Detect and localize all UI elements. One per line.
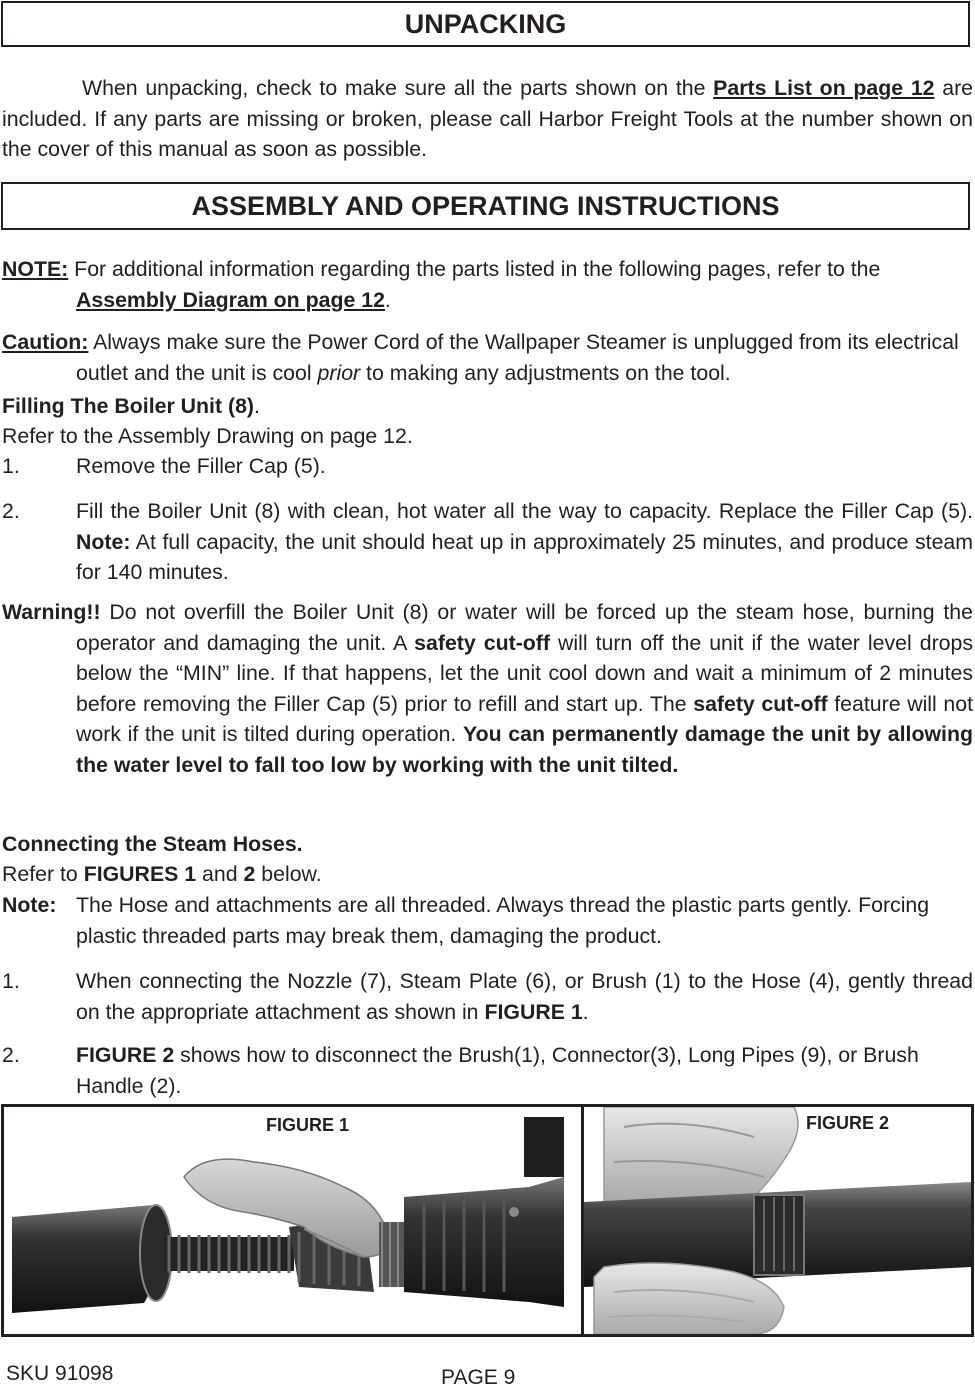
parts-list-link[interactable]: Parts List on page 12 — [713, 76, 935, 100]
note-text: For additional information regarding the parts listed in the following pages, refer to the — [68, 257, 881, 281]
filling-note-text: At full capacity, the unit should heat up in approximately 25 minutes, and produce steam for 140 minutes. — [76, 529, 973, 584]
unpacking-heading-text: UNPACKING — [404, 9, 567, 39]
figure-2-photo — [584, 1107, 971, 1334]
figure-1-ref: FIGURE 1 — [484, 999, 583, 1024]
assembly-heading — [1, 182, 970, 230]
figures-panel — [1, 1104, 974, 1337]
hoses-step-2-text: shows how to disconnect the Brush(1), Connector(3), Long Pipes (9), or Brush Handle (2). — [76, 1043, 919, 1098]
coupling — [754, 1195, 804, 1275]
note-end: . — [384, 287, 391, 312]
figure-2-ref: FIGURE 2 — [76, 1043, 175, 1067]
hoses-step-1 — [2, 966, 973, 1027]
assembly-diagram-link[interactable]: Assembly Diagram on page 12 — [76, 287, 385, 312]
filling-title — [2, 391, 973, 422]
filling-title-end: . — [254, 394, 260, 418]
filling-refer: Refer to the Assembly Drawing on page 12. — [2, 424, 413, 448]
hoses-step-2 — [2, 1040, 973, 1101]
warning-label: Warning!! — [2, 600, 101, 624]
step-number: 1. — [2, 969, 20, 993]
filling-step-2 — [2, 496, 973, 588]
step-number: 2. — [2, 1043, 20, 1067]
warning-bold-statement: You can permanently damage the unit by allowing the water level to fall too low by working with the unit tilted. — [76, 722, 973, 777]
note-label: NOTE: — [2, 257, 69, 281]
figure-2 — [584, 1107, 971, 1334]
safety-cutoff-bold-2: safety cut-off — [693, 691, 828, 716]
caution-paragraph — [2, 327, 973, 388]
unpacking-heading — [1, 1, 970, 47]
hoses-refer-text: Refer to — [2, 862, 84, 886]
assembly-heading-text: ASSEMBLY AND OPERATING INSTRUCTIONS — [191, 191, 780, 221]
hoses-refer — [2, 859, 973, 890]
hoses-refer-end: below. — [255, 862, 322, 886]
hoses-step-1-end: . — [582, 999, 589, 1024]
figures-2-ref: 2 — [243, 862, 256, 886]
ribbed-hose — [164, 1235, 294, 1273]
note-paragraph — [2, 254, 973, 315]
filling-title-text: Filling The Boiler Unit (8) — [2, 394, 255, 418]
figure-1-photo — [4, 1107, 581, 1334]
warning-text-3: feature will not work if the unit is tilted during operation. — [76, 691, 973, 746]
unpacking-paragraph — [2, 73, 973, 165]
caution-text: Always make sure the Power Cord of the Wallpaper Steamer is unplugged from its electrical outlet and the unit is cool — [76, 330, 959, 385]
filling-step-1 — [2, 451, 973, 482]
figures-1-ref: FIGURES 1 — [83, 862, 197, 886]
caution-label: Caution: — [2, 330, 89, 354]
unpacking-text-2: are included. If any parts are missing or broken, please call Harbor Freight Tools at the number shown on the cover of this manual as soon as possible. — [2, 76, 974, 161]
warning-paragraph — [2, 597, 973, 780]
hoses-title-text: Connecting the Steam Hoses. — [2, 832, 303, 856]
step-number: 1. — [2, 454, 20, 478]
figure-2-label: FIGURE 2 — [806, 1113, 890, 1133]
hoses-refer-and: and — [196, 862, 244, 886]
sku-label: SKU 91098 — [6, 1362, 114, 1385]
hoses-step-1-text: When connecting the Nozzle (7), Steam Plate (6), or Brush (1) to the Hose (4), gently thread on the appropriate attachment as shown in — [76, 969, 973, 1024]
figure-1-label: FIGURE 1 — [266, 1115, 350, 1135]
hoses-title — [2, 829, 973, 860]
filling-note-label: Note: — [76, 529, 131, 554]
unpacking-text: When unpacking, check to make sure all the parts shown on the — [82, 76, 714, 100]
warning-text-2: will turn off the unit if the water level drops below the “MIN” line. If that happens, let the unit cool down and wait a minimum of 2 minutes before removing the Filler Cap (5) prior to refill and start up. The — [76, 630, 973, 716]
step-number: 2. — [2, 499, 20, 523]
page-number: PAGE 9 — [441, 1366, 516, 1389]
caution-text-2: to making any adjustments on the tool. — [360, 360, 731, 385]
hoses-note-text: The Hose and attachments are all threaded. Always thread the plastic parts gently. Forcing plastic threaded parts may break them, damaging the product. — [76, 893, 930, 948]
hoses-note — [2, 890, 973, 951]
filling-step-1-text: Remove the Filler Cap (5). — [76, 454, 326, 478]
figure-1 — [4, 1107, 584, 1334]
warning-text-1: Do not overfill the Boiler Unit (8) or water will be forced up the steam hose, burning the operator and damaging the unit. A — [76, 600, 973, 655]
caution-italic: prior — [317, 360, 361, 385]
safety-cutoff-bold: safety cut-off — [414, 630, 550, 655]
filling-step-2-text: Fill the Boiler Unit (8) with clean, hot water all the way to capacity. Replace the Filler Cap (5). — [76, 499, 973, 523]
hoses-note-label: Note: — [2, 893, 57, 917]
